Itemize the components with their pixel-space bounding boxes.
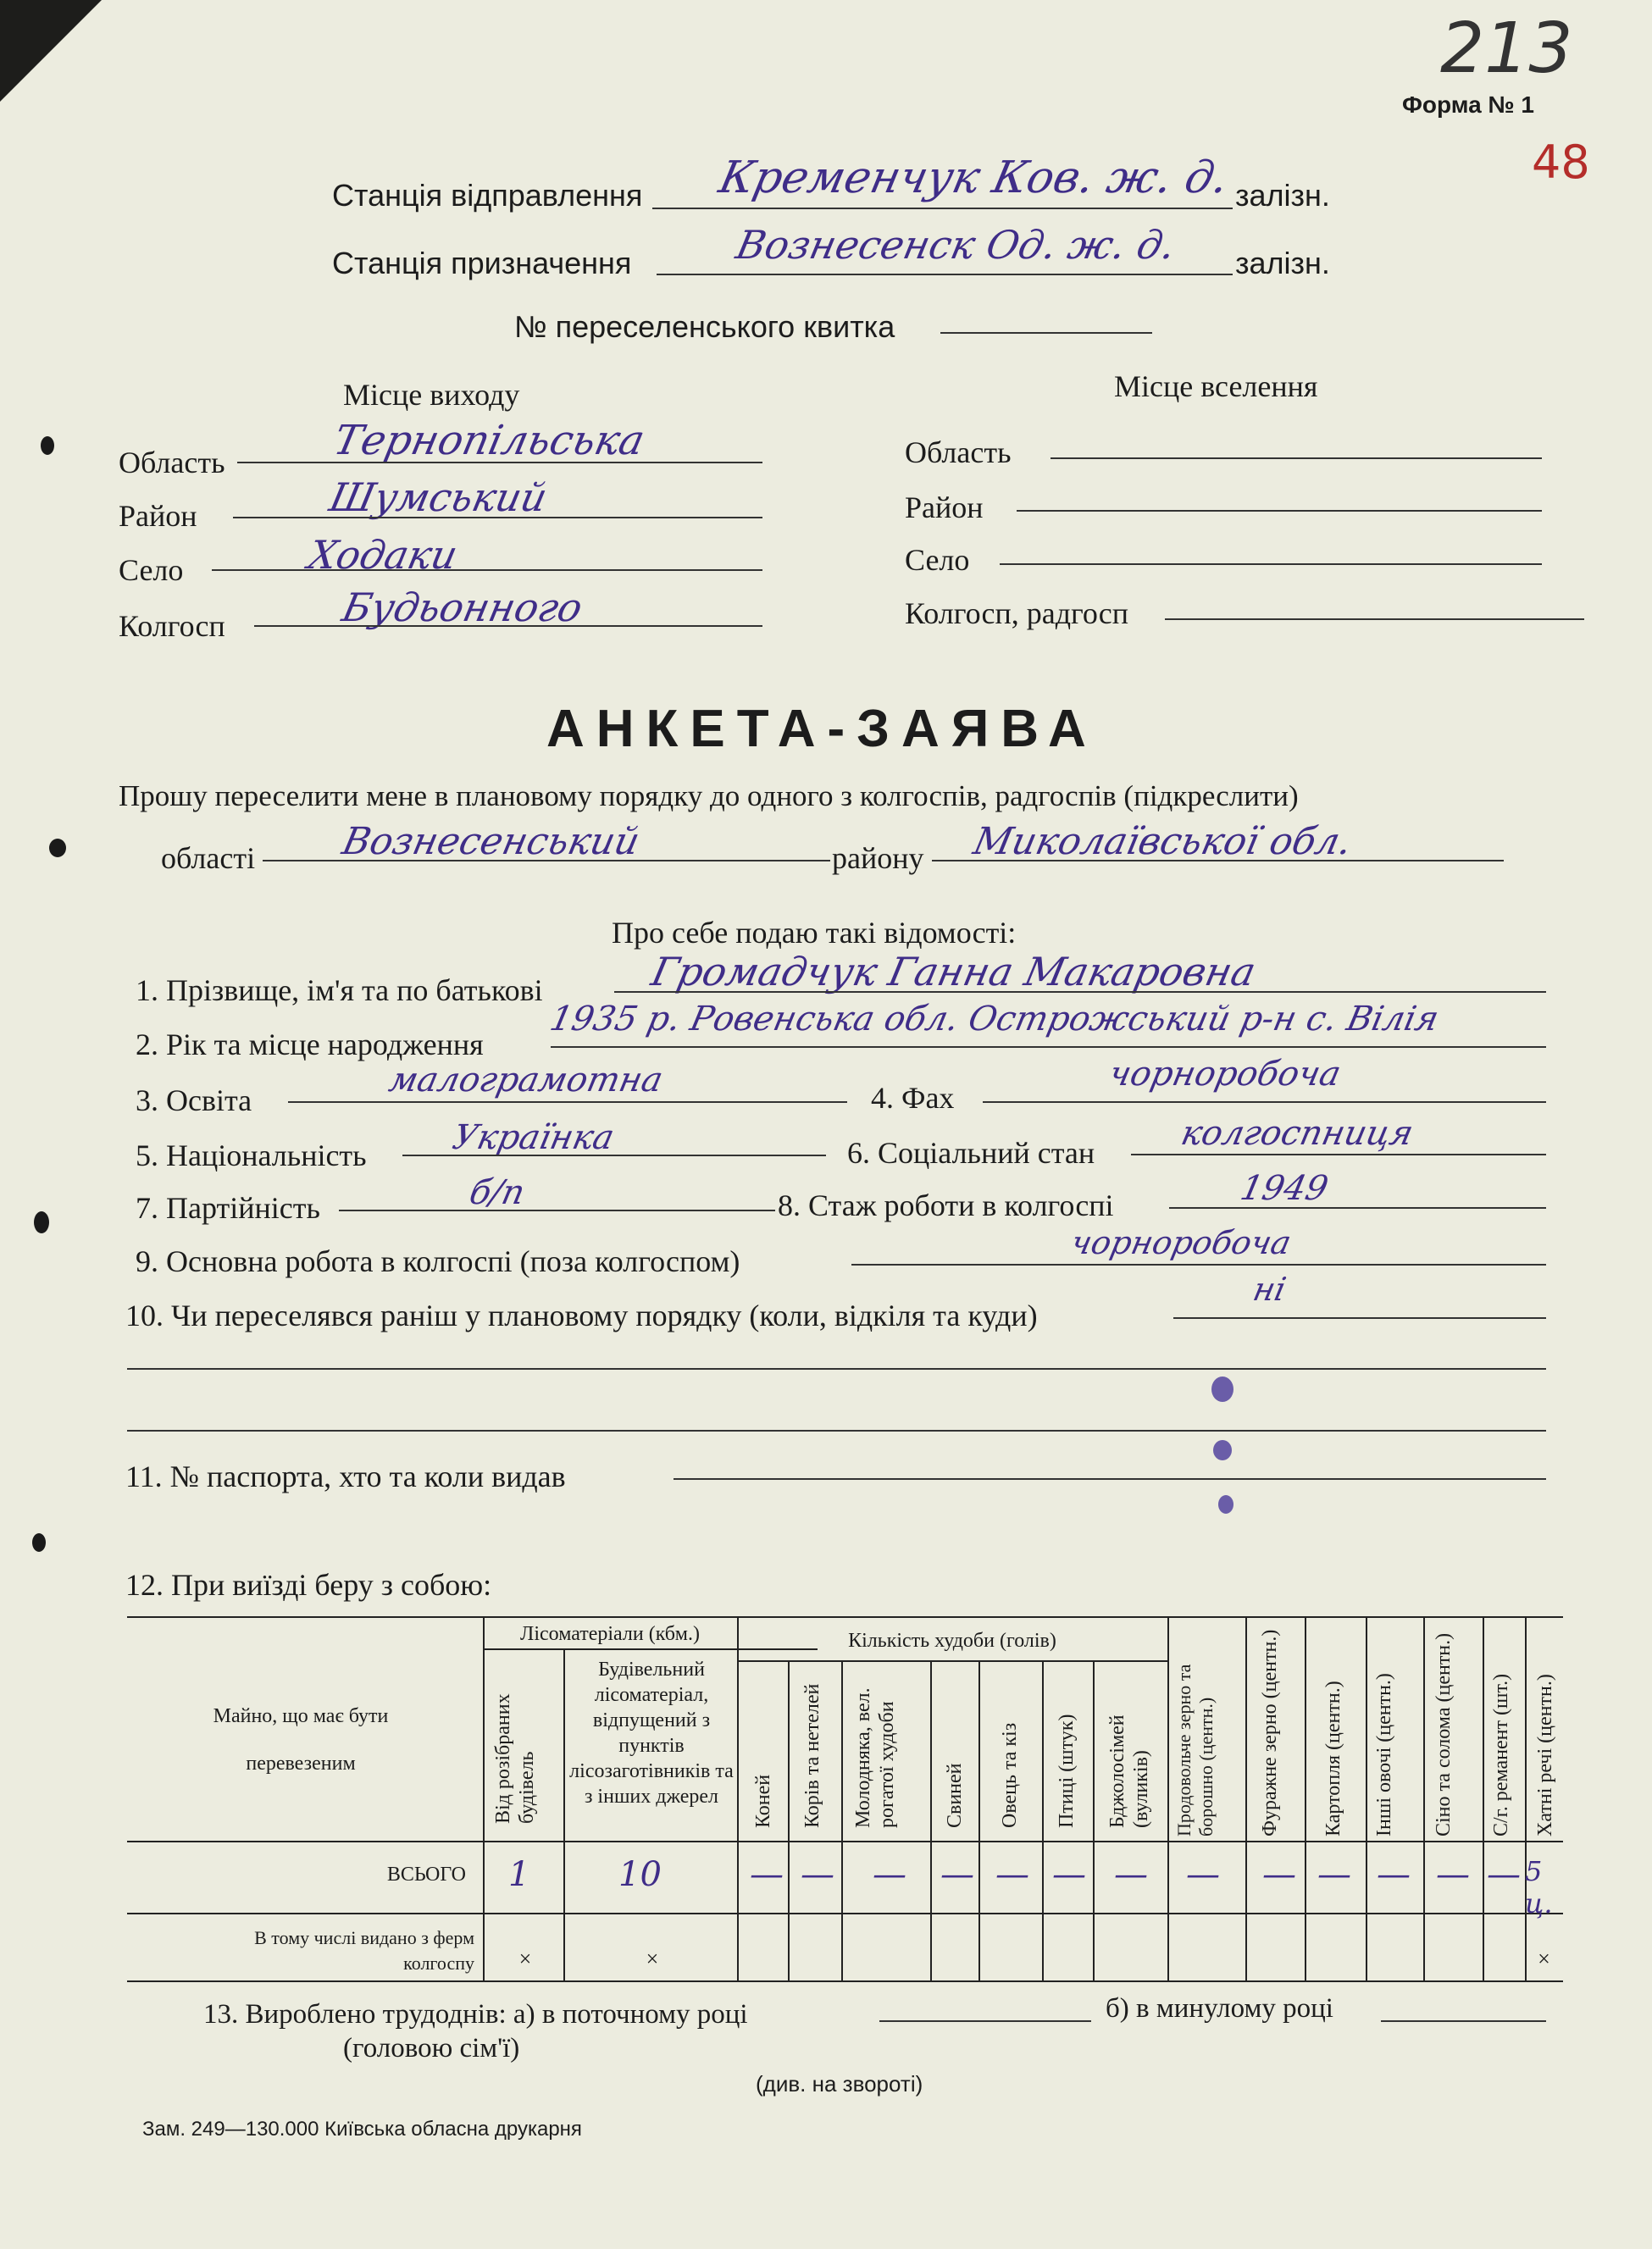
- q13-b-label: б) в минулому році: [1106, 1993, 1333, 2024]
- q11-label: 11. № паспорта, хто та коли видав: [125, 1460, 566, 1493]
- ink-mark: [1213, 1440, 1232, 1460]
- q1-value: Громадчук Ганна Макаровна: [647, 949, 1261, 994]
- destination-kolhosp-label: Колгосп, радгосп: [905, 596, 1129, 630]
- origin-oblast-value: Тернопільська: [330, 417, 649, 464]
- origin-heading: Місце виходу: [343, 378, 520, 412]
- request-raion-value: Миколаївської обл.: [969, 820, 1356, 863]
- q5-label: 5. Національність: [136, 1138, 367, 1172]
- destination-raion-label: Район: [905, 490, 984, 524]
- departure-rail-suffix: залізн.: [1235, 178, 1330, 213]
- other-col-vegetables: Інші овочі (центн.): [1373, 1673, 1395, 1836]
- q12-label: 12. При виїзді беру з собою:: [125, 1568, 492, 1602]
- cell-total: —: [995, 1855, 1029, 1894]
- origin-raion-label: Район: [119, 499, 197, 533]
- q4-value: чорноробоча: [1106, 1055, 1344, 1094]
- destination-oblast-label: Область: [905, 435, 1012, 469]
- cell-total: —: [1114, 1855, 1148, 1894]
- footer-note: (див. на звороті): [756, 2071, 923, 2097]
- q2-value: 1935 р. Ровенська обл. Острожський р-н с. Вілія: [546, 1000, 1443, 1039]
- lumber-col-1: Від розібраних будівель: [492, 1693, 538, 1824]
- departure-label: Станція відправлення: [332, 178, 643, 213]
- q5-value: Українка: [449, 1118, 618, 1157]
- request-oblast-value: Вознесенський: [338, 820, 644, 863]
- ink-mark: [1218, 1495, 1233, 1514]
- q13-sub: (головою сім'ї): [343, 2033, 520, 2063]
- cell-total-lumber-building: 10: [618, 1855, 662, 1894]
- binding-hole: [41, 436, 54, 455]
- request-line: Прошу переселити мене в плановому порядку до одного з колгоспів, радгоспів (підкреслити): [119, 779, 1299, 812]
- other-col-fodder: Фуражне зерно (центн.): [1259, 1629, 1281, 1836]
- q9-value: чорноробоча: [1067, 1224, 1295, 1261]
- cell-total-lumber-dismantled: 1: [508, 1855, 530, 1894]
- cell-total: —: [1186, 1855, 1220, 1894]
- other-col-grain: Продовольче зерно та борошно (центн.): [1173, 1664, 1217, 1836]
- cattle-col-sheep: Овець та кіз: [999, 1722, 1021, 1828]
- cell-total: —: [940, 1855, 974, 1894]
- archive-number: 213: [1440, 8, 1573, 89]
- q3-label: 3. Освіта: [136, 1083, 252, 1117]
- cell-issued-lumber-dismantled: ×: [518, 1947, 532, 1971]
- binding-hole: [49, 839, 66, 857]
- cell-total: —: [801, 1855, 834, 1894]
- property-table: [127, 1616, 1563, 1980]
- info-heading: Про себе подаю такі відомості:: [612, 916, 1017, 950]
- other-col-potato: Картопля (центн.): [1322, 1681, 1344, 1836]
- ticket-label: № переселенського квитка: [514, 309, 895, 344]
- q10-value: ні: [1250, 1271, 1289, 1308]
- cell-total: —: [873, 1855, 906, 1894]
- origin-selo-value: Ходаки: [304, 532, 462, 578]
- q8-label: 8. Стаж роботи в колгоспі: [778, 1188, 1114, 1222]
- binding-hole: [32, 1533, 46, 1552]
- printer-line: Зам. 249—130.000 Київська обласна друкарня: [142, 2118, 582, 2141]
- destination-heading: Місце вселення: [1114, 369, 1318, 403]
- q4-label: 4. Фах: [871, 1081, 955, 1115]
- cattle-col-poultry: Птиці (штук): [1056, 1714, 1078, 1828]
- other-col-hay: Сіно та солома (центн.): [1433, 1632, 1455, 1836]
- cell-total-household: 5 ц.: [1525, 1855, 1553, 1919]
- q9-label: 9. Основна робота в колгоспі (поза колгоспом): [136, 1244, 740, 1278]
- cell-total: —: [1317, 1855, 1351, 1894]
- cattle-col-cows: Корів та нетелей: [801, 1683, 823, 1828]
- q6-value: колгоспниця: [1178, 1114, 1417, 1153]
- request-raion-label: району: [832, 841, 924, 875]
- q1-label: 1. Прізвище, ім'я та по батькові: [136, 973, 543, 1007]
- request-oblast-label: області: [161, 841, 256, 875]
- cell-issued-lumber-building: ×: [646, 1947, 659, 1971]
- origin-kolhosp-value: Будьонного: [338, 584, 587, 630]
- binding-hole: [34, 1211, 49, 1233]
- destination-station-label: Станція призначення: [332, 246, 632, 280]
- cattle-col-pigs: Свиней: [944, 1763, 966, 1828]
- destination-rail-suffix: залізн.: [1235, 246, 1330, 280]
- cell-total: —: [1436, 1855, 1470, 1894]
- ink-mark: [1211, 1377, 1233, 1402]
- destination-selo-label: Село: [905, 543, 970, 577]
- q3-value: малограмотна: [385, 1061, 667, 1100]
- origin-oblast-label: Область: [119, 446, 225, 479]
- row-issued-label: В тому числі видано з ферм колгоспу: [254, 1927, 474, 1974]
- origin-raion-value: Шумський: [325, 474, 552, 520]
- origin-selo-label: Село: [119, 553, 184, 587]
- cell-total: —: [1377, 1855, 1411, 1894]
- page-title: АНКЕТА-ЗАЯВА: [546, 700, 1098, 758]
- property-header: Майно, що має бути перевезеним: [213, 1705, 389, 1775]
- cell-issued-household: ×: [1538, 1947, 1550, 1971]
- lumber-col-2: Будівельний лісоматеріал, відпущений з пунктів лісозаготівників та з інших джерел: [569, 1659, 734, 1808]
- q7-value: б/п: [466, 1173, 529, 1212]
- other-col-tools: С/г. реманент (шт.): [1490, 1673, 1512, 1836]
- cell-total: —: [750, 1855, 784, 1894]
- other-col-household: Хатні речі (центн.): [1534, 1674, 1556, 1836]
- cattle-col-horses: Коней: [752, 1774, 774, 1828]
- q8-value: 1949: [1237, 1169, 1332, 1208]
- cattle-col-young: Молодняка, вел. рогатої худоби: [852, 1687, 898, 1828]
- lumber-header: Лісоматеріали (кбм.): [520, 1623, 700, 1645]
- q6-label: 6. Соціальний стан: [847, 1136, 1095, 1170]
- cell-total: —: [1487, 1855, 1521, 1894]
- form-label: Форма № 1: [1402, 91, 1534, 118]
- pencil-number: 48: [1532, 136, 1590, 189]
- cattle-col-bees: Бджолосімей (вуликів): [1106, 1714, 1152, 1828]
- cell-total: —: [1052, 1855, 1086, 1894]
- q10-label: 10. Чи переселявся раніш у плановому порядку (коли, відкіля та куди): [125, 1299, 1038, 1332]
- q7-label: 7. Партійність: [136, 1191, 320, 1225]
- origin-kolhosp-label: Колгосп: [119, 609, 225, 643]
- destination-station-value: Вознесенск Од. ж. д.: [732, 222, 1180, 268]
- cell-total: —: [1262, 1855, 1296, 1894]
- cattle-header: Кількість худоби (голів): [848, 1630, 1056, 1652]
- row-total-label: ВСЬОГО: [386, 1864, 466, 1886]
- q13-label: 13. Вироблено трудоднів: а) в поточному році: [203, 1999, 748, 2030]
- departure-value: Кременчук Ков. ж. д.: [714, 152, 1233, 203]
- torn-corner: [0, 0, 119, 119]
- q2-label: 2. Рік та місце народження: [136, 1028, 484, 1061]
